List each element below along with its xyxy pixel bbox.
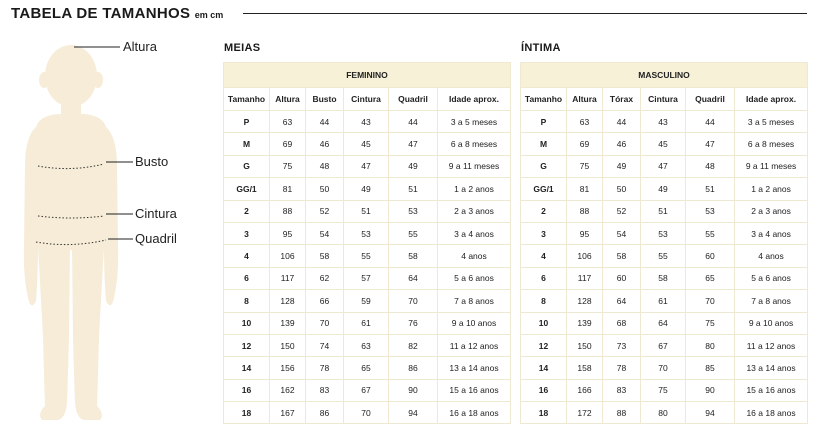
label-height: Altura [123, 39, 157, 54]
table-cell: 52 [603, 200, 641, 222]
size-cell: 18 [521, 402, 567, 424]
table-cell: 70 [389, 290, 438, 312]
table-row [521, 267, 808, 289]
table-cell: 9 a 10 anos [735, 312, 808, 334]
column-header: Cintura [344, 88, 389, 111]
table-cell: 48 [306, 155, 344, 177]
meias-header-row [224, 88, 511, 111]
table-cell: 90 [389, 379, 438, 401]
table-cell: 1 a 2 anos [438, 178, 511, 200]
table-cell: 80 [641, 402, 686, 424]
size-cell: 4 [521, 245, 567, 267]
table-cell: 117 [567, 267, 603, 289]
child-silhouette [24, 45, 118, 420]
table-cell: 60 [603, 267, 641, 289]
table-row [224, 357, 511, 379]
column-header: Tórax [603, 88, 641, 111]
table-cell: 69 [270, 133, 306, 155]
size-cell: G [224, 155, 270, 177]
table-cell: 11 a 12 anos [735, 334, 808, 356]
table-cell: 47 [344, 155, 389, 177]
table-cell: 16 a 18 anos [735, 402, 808, 424]
table-cell: 44 [389, 111, 438, 133]
table-cell: 6 a 8 meses [735, 133, 808, 155]
intima-header-row [521, 88, 808, 111]
column-header: Busto [306, 88, 344, 111]
table-cell: 58 [306, 245, 344, 267]
label-hip: Quadril [135, 231, 177, 246]
table-cell: 106 [567, 245, 603, 267]
size-cell: GG/1 [224, 178, 270, 200]
table-cell: 59 [344, 290, 389, 312]
table-row [521, 133, 808, 155]
column-header: Cintura [641, 88, 686, 111]
table-cell: 53 [389, 200, 438, 222]
table-cell: 46 [306, 133, 344, 155]
table-cell: 55 [641, 245, 686, 267]
table-cell: 3 a 5 meses [438, 111, 511, 133]
size-cell: 6 [521, 267, 567, 289]
table-cell: 5 a 6 anos [438, 267, 511, 289]
table-cell: 44 [306, 111, 344, 133]
table-row [224, 111, 511, 133]
table-cell: 86 [306, 402, 344, 424]
table-cell: 54 [603, 222, 641, 244]
size-cell: 10 [521, 312, 567, 334]
table-cell: 49 [641, 178, 686, 200]
table-cell: 94 [686, 402, 735, 424]
table-cell: 15 a 16 anos [735, 379, 808, 401]
column-header: Quadril [389, 88, 438, 111]
table-row [224, 402, 511, 424]
table-cell: 48 [686, 155, 735, 177]
table-row [521, 111, 808, 133]
table-cell: 70 [641, 357, 686, 379]
table-cell: 63 [567, 111, 603, 133]
table-cell: 67 [344, 379, 389, 401]
table-cell: 172 [567, 402, 603, 424]
size-cell: 14 [224, 357, 270, 379]
table-cell: 9 a 11 meses [735, 155, 808, 177]
size-cell: 2 [521, 200, 567, 222]
table-cell: 66 [306, 290, 344, 312]
meias-group-row [224, 63, 511, 88]
size-cell: 16 [521, 379, 567, 401]
table-cell: 6 a 8 meses [438, 133, 511, 155]
table-row [224, 200, 511, 222]
table-cell: 83 [603, 379, 641, 401]
table-cell: 81 [567, 178, 603, 200]
table-cell: 128 [270, 290, 306, 312]
table-row [224, 312, 511, 334]
table-cell: 50 [306, 178, 344, 200]
table-cell: 46 [603, 133, 641, 155]
size-cell: 12 [224, 334, 270, 356]
table-cell: 49 [603, 155, 641, 177]
table-cell: 58 [389, 245, 438, 267]
size-cell: P [224, 111, 270, 133]
table-cell: 162 [270, 379, 306, 401]
table-cell: 7 a 8 anos [438, 290, 511, 312]
table-row [224, 155, 511, 177]
table-cell: 49 [389, 155, 438, 177]
table-row [521, 334, 808, 356]
size-cell: M [521, 133, 567, 155]
column-header: Altura [567, 88, 603, 111]
title-unit: em cm [194, 10, 224, 20]
table-cell: 5 a 6 anos [735, 267, 808, 289]
table-cell: 65 [686, 267, 735, 289]
table-cell: 166 [567, 379, 603, 401]
table-cell: 13 a 14 anos [735, 357, 808, 379]
table-cell: 58 [603, 245, 641, 267]
table-cell: 44 [603, 111, 641, 133]
table-cell: 150 [567, 334, 603, 356]
title-rule [243, 13, 807, 14]
table-cell: 67 [641, 334, 686, 356]
meias-size-table [223, 62, 511, 424]
table-cell: 43 [344, 111, 389, 133]
size-cell: 2 [224, 200, 270, 222]
table-cell: 73 [603, 334, 641, 356]
size-cell: 14 [521, 357, 567, 379]
table-cell: 43 [641, 111, 686, 133]
table-cell: 47 [641, 155, 686, 177]
table-cell: 95 [567, 222, 603, 244]
size-cell: 4 [224, 245, 270, 267]
table-cell: 117 [270, 267, 306, 289]
table-row [224, 334, 511, 356]
size-cell: 8 [224, 290, 270, 312]
table-cell: 51 [344, 200, 389, 222]
size-cell: 3 [224, 222, 270, 244]
table-cell: 150 [270, 334, 306, 356]
table-cell: 63 [344, 334, 389, 356]
table-cell: 45 [641, 133, 686, 155]
column-header: Quadril [686, 88, 735, 111]
table-cell: 13 a 14 anos [438, 357, 511, 379]
table-cell: 75 [270, 155, 306, 177]
table-cell: 9 a 10 anos [438, 312, 511, 334]
table-cell: 64 [389, 267, 438, 289]
size-cell: 3 [521, 222, 567, 244]
table-cell: 2 a 3 anos [438, 200, 511, 222]
page-title [11, 5, 223, 22]
size-cell: M [224, 133, 270, 155]
table-cell: 88 [603, 402, 641, 424]
label-waist: Cintura [135, 206, 177, 221]
table-cell: 90 [686, 379, 735, 401]
table-cell: 85 [686, 357, 735, 379]
child-figure-illustration [0, 36, 215, 426]
table-cell: 47 [389, 133, 438, 155]
table-cell: 53 [641, 222, 686, 244]
table-cell: 51 [686, 178, 735, 200]
table-cell: 75 [567, 155, 603, 177]
table-row [521, 290, 808, 312]
table-cell: 83 [306, 379, 344, 401]
size-cell: 16 [224, 379, 270, 401]
intima-table-body [521, 111, 808, 424]
table-cell: 158 [567, 357, 603, 379]
table-cell: 70 [306, 312, 344, 334]
intima-group-label: MASCULINO [521, 63, 808, 88]
table-cell: 70 [686, 290, 735, 312]
table-cell: 58 [641, 267, 686, 289]
size-cell: 10 [224, 312, 270, 334]
table-cell: 68 [603, 312, 641, 334]
table-cell: 4 anos [735, 245, 808, 267]
table-cell: 74 [306, 334, 344, 356]
table-cell: 76 [389, 312, 438, 334]
label-bust: Busto [135, 154, 169, 169]
table-cell: 57 [344, 267, 389, 289]
size-cell: 6 [224, 267, 270, 289]
table-row [521, 155, 808, 177]
table-cell: 81 [270, 178, 306, 200]
table-cell: 51 [641, 200, 686, 222]
table-row [224, 290, 511, 312]
meias-table-body [224, 111, 511, 424]
table-cell: 4 anos [438, 245, 511, 267]
table-cell: 45 [344, 133, 389, 155]
size-cell: P [521, 111, 567, 133]
table-cell: 53 [686, 200, 735, 222]
table-cell: 95 [270, 222, 306, 244]
table-cell: 61 [641, 290, 686, 312]
table-cell: 50 [603, 178, 641, 200]
table-cell: 94 [389, 402, 438, 424]
table-cell: 139 [567, 312, 603, 334]
table-row [521, 402, 808, 424]
column-header: Idade aprox. [438, 88, 511, 111]
table-cell: 78 [306, 357, 344, 379]
table-cell: 52 [306, 200, 344, 222]
table-row [521, 379, 808, 401]
table-cell: 64 [641, 312, 686, 334]
meias-section-title: MEIAS [224, 42, 261, 54]
table-cell: 15 a 16 anos [438, 379, 511, 401]
table-cell: 80 [686, 334, 735, 356]
size-cell: 8 [521, 290, 567, 312]
table-row [521, 178, 808, 200]
table-row [224, 133, 511, 155]
table-cell: 44 [686, 111, 735, 133]
table-row [521, 200, 808, 222]
table-cell: 2 a 3 anos [735, 200, 808, 222]
table-cell: 51 [389, 178, 438, 200]
table-row [224, 178, 511, 200]
table-cell: 1 a 2 anos [735, 178, 808, 200]
table-cell: 55 [686, 222, 735, 244]
size-cell: 18 [224, 402, 270, 424]
table-cell: 61 [344, 312, 389, 334]
table-cell: 88 [270, 200, 306, 222]
intima-section-title: ÍNTIMA [521, 42, 561, 54]
table-cell: 156 [270, 357, 306, 379]
table-cell: 82 [389, 334, 438, 356]
size-cell: G [521, 155, 567, 177]
table-cell: 75 [686, 312, 735, 334]
table-cell: 88 [567, 200, 603, 222]
table-cell: 64 [603, 290, 641, 312]
column-header: Tamanho [521, 88, 567, 111]
table-cell: 3 a 4 anos [735, 222, 808, 244]
title-text: TABELA DE TAMANHOS [11, 5, 191, 22]
table-row [224, 267, 511, 289]
table-cell: 55 [344, 245, 389, 267]
table-cell: 139 [270, 312, 306, 334]
table-cell: 60 [686, 245, 735, 267]
table-cell: 167 [270, 402, 306, 424]
table-cell: 69 [567, 133, 603, 155]
table-cell: 63 [270, 111, 306, 133]
intima-group-row [521, 63, 808, 88]
column-header: Altura [270, 88, 306, 111]
table-row [521, 245, 808, 267]
table-cell: 11 a 12 anos [438, 334, 511, 356]
table-cell: 16 a 18 anos [438, 402, 511, 424]
table-row [521, 222, 808, 244]
table-cell: 128 [567, 290, 603, 312]
table-cell: 70 [344, 402, 389, 424]
table-cell: 49 [344, 178, 389, 200]
table-cell: 3 a 4 anos [438, 222, 511, 244]
size-cell: 12 [521, 334, 567, 356]
table-cell: 65 [344, 357, 389, 379]
column-header: Tamanho [224, 88, 270, 111]
column-header: Idade aprox. [735, 88, 808, 111]
table-cell: 62 [306, 267, 344, 289]
meias-group-label: FEMININO [224, 63, 511, 88]
table-cell: 3 a 5 meses [735, 111, 808, 133]
table-row [224, 245, 511, 267]
table-cell: 86 [389, 357, 438, 379]
intima-size-table [520, 62, 808, 424]
table-cell: 54 [306, 222, 344, 244]
table-row [521, 312, 808, 334]
table-cell: 9 a 11 meses [438, 155, 511, 177]
table-cell: 7 a 8 anos [735, 290, 808, 312]
table-row [224, 379, 511, 401]
table-cell: 75 [641, 379, 686, 401]
table-cell: 55 [389, 222, 438, 244]
table-cell: 106 [270, 245, 306, 267]
size-cell: GG/1 [521, 178, 567, 200]
table-cell: 53 [344, 222, 389, 244]
table-cell: 78 [603, 357, 641, 379]
table-row [224, 222, 511, 244]
table-cell: 47 [686, 133, 735, 155]
table-row [521, 357, 808, 379]
